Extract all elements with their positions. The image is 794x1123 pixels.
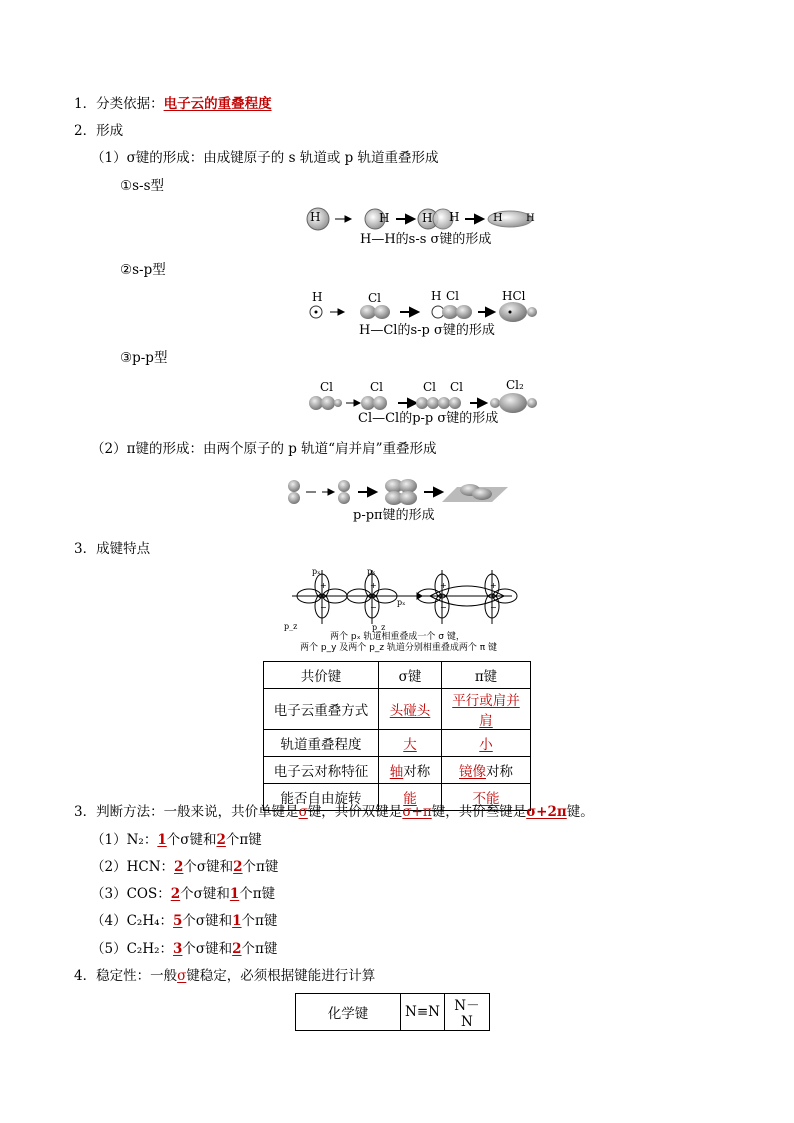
table-cell (442, 757, 531, 784)
judging-method (74, 803, 594, 821)
answer-text: 1 (232, 913, 242, 929)
section-number: 1． (74, 96, 97, 112)
table-cell: 能 (379, 784, 442, 811)
text: 键。 (566, 804, 594, 820)
section-2 (74, 122, 123, 140)
pp-label-cl2: Cl (370, 380, 384, 394)
orbital-caption-2: 两个 p_y 及两个 p_z 轨道分别相重叠成两个 π 键 (300, 643, 498, 653)
ss-label-h2: H (379, 211, 390, 225)
pp-label-cl3: Cl (423, 380, 437, 394)
svg-text:+: + (370, 581, 377, 590)
text: 3．判断方法：一般来说，共价单键是 (74, 804, 299, 820)
answer-text: 轴 (389, 764, 404, 780)
sp-label-cl: Cl (368, 291, 382, 305)
sp-label-hcl: HCl (502, 289, 526, 303)
orbital-label-pz2: p_z (372, 623, 386, 632)
pp-label-cl5: Cl₂ (506, 378, 524, 392)
orbital-label-pz1: p_z (284, 622, 298, 631)
table-cell: 小 (442, 730, 531, 757)
svg-text:−: − (490, 603, 497, 612)
sp-overlap-figure (300, 300, 540, 324)
pi-formation-heading: （2）π键的形成：由两个原子的 p 轨道“肩并肩”重叠形成 (91, 441, 437, 457)
table-header-cell: σ键 (379, 662, 442, 689)
table-cell: 平行或肩并肩 (442, 689, 531, 730)
item-text: 个π键 (241, 941, 278, 957)
table-cell: 电子云对称特征 (264, 757, 379, 784)
orbital-label-px1: pₓ (312, 567, 321, 576)
text: 键，共价叁键是 (431, 804, 527, 820)
section-label: 分类依据： (96, 96, 164, 112)
section-4 (74, 967, 375, 985)
list-item (91, 831, 262, 849)
list-item (91, 885, 275, 903)
item-text: 个σ键和 (166, 832, 217, 848)
pp-type-label: ③p-p型 (120, 350, 168, 366)
answer-text: 1 (157, 832, 167, 848)
table-cell: 电子云重叠方式 (264, 689, 379, 730)
answer-text: σ+π (402, 804, 432, 820)
item-prefix: （3）COS： (91, 886, 171, 902)
pp-label-cl4: Cl (450, 380, 464, 394)
table-cell: 能否自由旋转 (264, 784, 379, 811)
item-prefix: （4）C₂H₄： (91, 913, 174, 929)
table-cell: 大 (379, 730, 442, 757)
section-label: 形成 (96, 123, 124, 139)
sp-label-cl2: Cl (446, 289, 460, 303)
item-text: 个σ键和 (180, 886, 230, 902)
cell-text: 对称 (403, 764, 431, 780)
list-item (91, 940, 277, 958)
item-text: 个π键 (239, 886, 276, 902)
pp-label-cl1: Cl (320, 380, 334, 394)
ss-caption: H—H的s-s σ键的形成 (360, 232, 492, 247)
pi-caption: p-pπ键的形成 (353, 508, 435, 523)
item-prefix: （1）N₂： (91, 832, 158, 848)
ss-label-h6: H (526, 213, 535, 224)
item-text: 个π键 (242, 859, 279, 875)
list-item (91, 858, 278, 876)
bond-comparison-table (263, 661, 531, 811)
table-header-cell: 共价键 (264, 662, 379, 689)
svg-text:−: − (320, 603, 327, 612)
table-cell: 头碰头 (379, 689, 442, 730)
answer-text: 1 (229, 886, 240, 902)
ss-label-h1: H (310, 210, 321, 224)
sp-label-h2: H (431, 289, 442, 303)
ss-label-h4: H (449, 210, 460, 224)
item-text: 个σ键和 (183, 859, 234, 875)
orbital-label-px2: pₓ (367, 567, 376, 576)
text: 键稳定，必须根据键能进行计算 (186, 968, 376, 984)
sp-label-h: H (312, 290, 323, 304)
answer-text: σ (177, 968, 187, 984)
answer-text: 3 (173, 941, 183, 957)
section-number: 2． (74, 123, 97, 139)
sp-type-label: ②s-p型 (120, 262, 166, 278)
section-1 (74, 95, 272, 113)
table-cell: 不能 (442, 784, 531, 811)
answer-text: σ+2π (526, 804, 567, 820)
ss-overlap-figure (300, 202, 540, 236)
list-item (91, 912, 277, 930)
item-text: 个π键 (225, 832, 262, 848)
answer-text: 2 (170, 886, 181, 902)
svg-text:−: − (440, 603, 447, 612)
ss-label-h3: H (422, 211, 433, 225)
text: 4．稳定性：一般 (74, 968, 178, 984)
svg-text:−: − (370, 603, 377, 612)
answer-text: σ (298, 804, 308, 820)
text: 键，共价双键是 (307, 804, 403, 820)
orbital-label-px3: pₓ (397, 598, 406, 607)
svg-text:+: + (440, 581, 447, 590)
table-header-cell: N－N (444, 994, 489, 1031)
ss-type-label: ①s-s型 (120, 178, 165, 194)
answer-text: 2 (216, 832, 226, 848)
bond-energy-table (295, 993, 490, 1031)
answer-text: 5 (173, 913, 183, 929)
orbital-caption-1: 两个 pₓ 轨道相重叠成一个 σ 键， (330, 632, 465, 642)
ss-label-h5: H (493, 211, 503, 224)
svg-text:+: + (320, 581, 327, 590)
item-prefix: （2）HCN： (91, 859, 175, 875)
table-cell (379, 757, 442, 784)
item-prefix: （5）C₂H₂： (91, 941, 174, 957)
table-header-cell: N≡N (401, 994, 445, 1031)
cell-text: 对称 (486, 764, 513, 780)
table-row (264, 689, 531, 730)
answer-text: 2 (174, 859, 184, 875)
section-label: 成键特点 (96, 541, 151, 557)
item-text: 个σ键和 (182, 913, 233, 929)
pi-overlap-figure (282, 478, 514, 506)
section-3 (74, 540, 150, 558)
table-header-row (264, 662, 531, 689)
sigma-formation-heading: （1）σ键的形成：由成键原子的 s 轨道或 p 轨道重叠形成 (91, 150, 439, 166)
table-cell: 轨道重叠程度 (264, 730, 379, 757)
table-header-row (296, 994, 490, 1031)
section-number: 3． (74, 541, 97, 557)
table-row (264, 757, 531, 784)
table-header-cell: 化学键 (296, 994, 401, 1031)
answer-text: 电子云的重叠程度 (163, 96, 272, 112)
answer-text: 2 (233, 859, 243, 875)
table-header-cell: π键 (442, 662, 531, 689)
svg-text:+: + (490, 581, 497, 590)
sp-caption: H—Cl的s-p σ键的形成 (359, 323, 495, 338)
pp-caption: Cl—Cl的p-p σ键的形成 (358, 411, 499, 426)
item-text: 个π键 (241, 913, 278, 929)
answer-text: 镜像 (459, 764, 486, 780)
answer-text: 2 (232, 941, 242, 957)
item-text: 个σ键和 (182, 941, 233, 957)
table-row (264, 730, 531, 757)
